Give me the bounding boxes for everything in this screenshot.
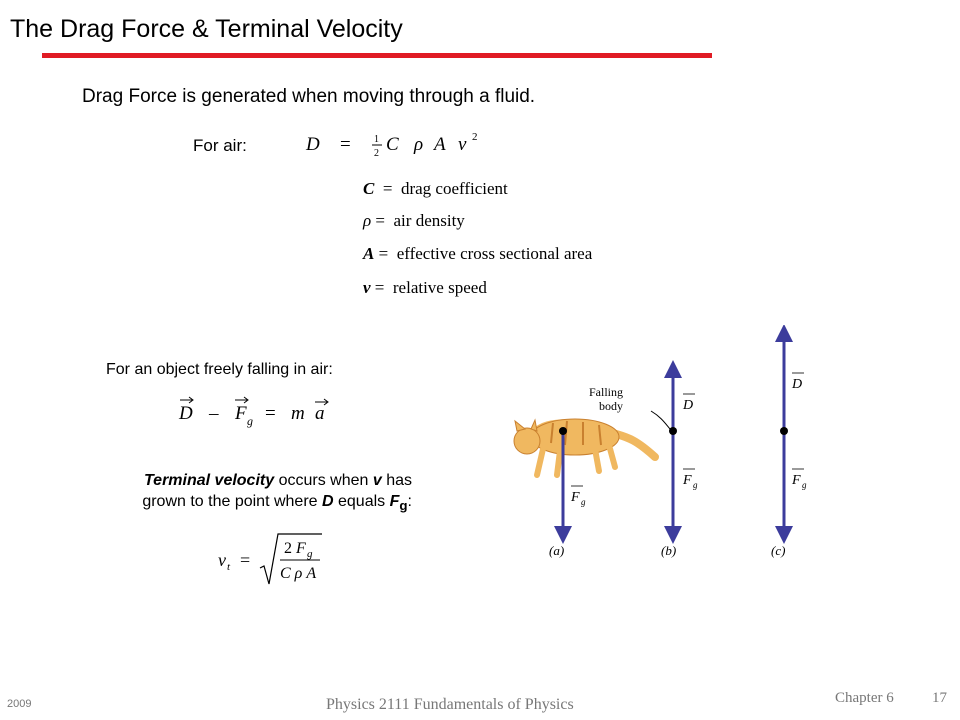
term-v: v bbox=[218, 550, 226, 570]
title-underline bbox=[42, 53, 712, 58]
label-fg-b-sub: g bbox=[693, 480, 698, 490]
footer-course: Physics 2111 Fundamentals of Physics bbox=[326, 696, 574, 713]
term-den: C ρ A bbox=[280, 565, 317, 582]
label-fg-c: F bbox=[792, 473, 801, 488]
newton-equation bbox=[175, 393, 345, 429]
term-num-f: F bbox=[296, 540, 306, 557]
newton-a: a bbox=[315, 403, 325, 424]
term-equals: = bbox=[240, 550, 251, 570]
footer-year: 2009 bbox=[7, 698, 32, 710]
callout-body: body bbox=[599, 399, 623, 413]
footer-page-number: 17 bbox=[932, 690, 947, 706]
cat-leg bbox=[609, 445, 615, 467]
eq-frac-den: 2 bbox=[374, 148, 379, 159]
eq-v: v bbox=[458, 134, 467, 155]
cat-ear bbox=[515, 421, 525, 431]
body-point-c bbox=[780, 427, 788, 435]
definition-a: A = effective cross sectional area bbox=[363, 244, 593, 263]
terminal-velocity-text bbox=[49, 470, 412, 516]
cat-leg bbox=[557, 451, 560, 475]
definition-v: v = relative speed bbox=[363, 278, 487, 297]
term-v-sub: t bbox=[227, 561, 231, 573]
label-fg-c-sub: g bbox=[802, 480, 807, 490]
slide-title: The Drag Force & Terminal Velocity bbox=[10, 15, 403, 43]
label-fg-a: F bbox=[571, 490, 580, 505]
for-air-label: For air: bbox=[193, 136, 247, 155]
newton-f: F bbox=[235, 403, 247, 424]
free-fall-label: For an object freely falling in air: bbox=[106, 361, 333, 378]
newton-equals: = bbox=[265, 403, 276, 424]
cat-illustration bbox=[514, 419, 655, 475]
eq-rho: ρ bbox=[414, 134, 424, 155]
eq-c: C bbox=[386, 134, 399, 155]
term-num-sub: g bbox=[307, 548, 313, 560]
newton-minus: – bbox=[209, 403, 219, 424]
footer-chapter: Chapter 6 bbox=[835, 690, 894, 706]
definition-c: C = drag coefficient bbox=[363, 179, 508, 198]
label-fg-a-sub: g bbox=[581, 497, 586, 507]
terminal-line-2: grown to the point where D equals $F_g$: bbox=[142, 493, 412, 514]
eq-frac-num: 1 bbox=[374, 134, 379, 145]
eq-d: D bbox=[306, 134, 320, 155]
eq-exp: 2 bbox=[472, 131, 478, 143]
eq-a: A bbox=[434, 134, 446, 155]
newton-f-sub: g bbox=[247, 414, 253, 428]
cat-ear bbox=[531, 420, 537, 431]
body-point-a bbox=[559, 427, 567, 435]
label-fg-b: F bbox=[683, 473, 692, 488]
subtitle: Drag Force is generated when moving through a fluid. bbox=[82, 86, 536, 107]
callout-line bbox=[651, 411, 670, 429]
falling-body-figure bbox=[505, 325, 825, 565]
cat-head bbox=[514, 428, 540, 454]
terminal-line-1: Terminal velocity occurs when v has bbox=[144, 472, 412, 489]
panel-label-c: (c) bbox=[771, 543, 786, 558]
panel-label-a: (a) bbox=[549, 543, 565, 558]
cat-leg bbox=[537, 449, 543, 475]
callout-falling: Falling bbox=[589, 385, 624, 399]
newton-m: m bbox=[291, 403, 305, 424]
body-point-b bbox=[669, 427, 677, 435]
term-num-2: 2 bbox=[284, 540, 292, 557]
drag-equation bbox=[300, 128, 490, 162]
definition-rho: ρ = air density bbox=[363, 211, 465, 230]
eq-equals: = bbox=[340, 134, 351, 155]
label-d-b: D bbox=[683, 398, 694, 413]
label-d-c: D bbox=[792, 377, 803, 392]
newton-d: D bbox=[179, 403, 193, 424]
panel-label-b: (b) bbox=[661, 543, 677, 558]
cat-leg bbox=[595, 449, 599, 471]
terminal-equation bbox=[214, 530, 334, 590]
